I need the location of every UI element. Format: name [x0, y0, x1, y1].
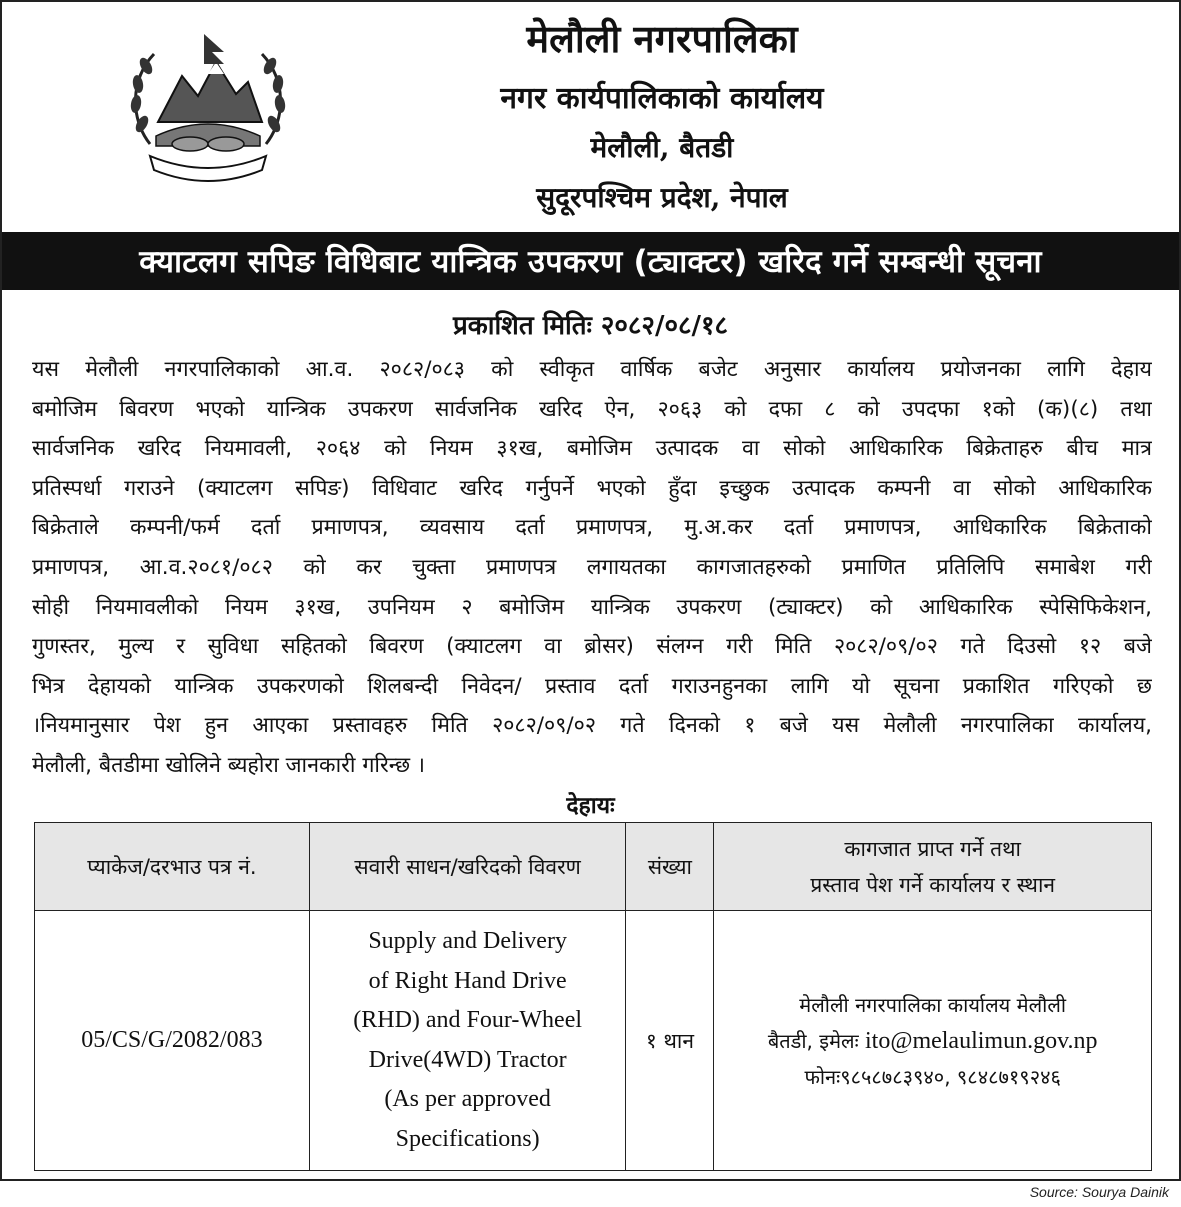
procurement-table [34, 822, 1152, 1171]
cell-description [309, 911, 626, 1171]
office-phone: फोनः९८५८७८३९४०, ९८४८७१९२४६ [804, 1064, 1061, 1089]
body-line: प्रमाणपत्र, आ.व.२०८१/०८२ को कर चुक्ता प्रमाणपत्र लगायतका कागजातहरुको प्रमाणित प्रतिलिपि समाबेश गरी [32, 554, 1152, 580]
header-office [714, 823, 1152, 911]
cell-office [714, 911, 1152, 1171]
schedule-heading: देहायः [566, 793, 615, 819]
cell-quantity: १ थान [626, 911, 714, 1171]
header-description: सवारी साधन/खरिदको विवरण [309, 823, 626, 911]
notice-title-bar [2, 232, 1179, 290]
table-header-row [35, 823, 1152, 911]
body-line: यस मेलौली नगरपालिकाको आ.व. २०८२/०८३ को स्वीकृत वार्षिक बजेट अनुसार कार्यालय प्रयोजनका लागि देहाय [32, 357, 1152, 382]
body-line: भित्र देहायको यान्त्रिक उपकरणको शिलबन्दी निवेदन/ प्रस्ताव दर्ता गराउनहुनका लागि यो सूचना प्रकाशित गरिएको छ [32, 673, 1152, 699]
province-country: सुदूरपश्चिम प्रदेश, नेपाल [536, 181, 788, 214]
body-line: सार्वजनिक खरिद नियमावली, २०६४ को नियम ३१ख, बमोजिम उत्पादक वा सोको आधिकारिक बिक्रेताहरु बीच मात्र [32, 436, 1152, 462]
body-line: गुणस्तर, मुल्य र सुविधा सहितको बिवरण (क्याटलग वा ब्रोसर) संलग्न गरी मिति २०८२/०९/०२ गते दिउसो १२ बजे [32, 634, 1152, 660]
description-line: of Right Hand Drive [368, 967, 567, 994]
body-line: ।नियमानुसार पेश हुन आएका प्रस्तावहरु मिति २०८२/०९/०२ गते दिनको १ बजे यस मेलौली नगरपालिका कार्यालय, [32, 713, 1152, 739]
header-quantity: संख्या [626, 823, 714, 911]
office-name: नगर कार्यपालिकाको कार्यालय [500, 81, 824, 116]
office-email: ito@melaulimun.gov.np [865, 1027, 1098, 1054]
published-date: प्रकाशित मितिः २०८२/०८/१८ [452, 311, 729, 341]
description-line: Specifications) [395, 1125, 540, 1152]
header-office-line: प्रस्ताव पेश गर्ने कार्यालय र स्थान [810, 872, 1056, 897]
body-line: मेलौली, बैतडीमा खोलिने ब्यहोरा जानकारी गरिन्छ । [32, 752, 426, 778]
notice-title: क्याटलग सपिङ विधिबाट यान्त्रिक उपकरण (ट्याक्टर) खरिद गर्ने सम्बन्धी सूचना [139, 244, 1042, 280]
description-line: (As per approved [384, 1086, 551, 1112]
office-line: मेलौली नगरपालिका कार्यालय मेलौली [799, 992, 1067, 1017]
municipality-name: मेलौली नगरपालिका [526, 16, 798, 61]
source-credit: Source: Sourya Dainik [1029, 1184, 1169, 1200]
body-line: सोही नियमावलीको नियम ३१ख, उपनियम २ बमोजिम यान्त्रिक उपकरण (ट्याक्टर) को आधिकारिक स्पेसिफिकेशन, [32, 594, 1152, 620]
description-line: Supply and Delivery [368, 928, 567, 954]
notice-header [2, 2, 1179, 230]
body-line: बमोजिम बिवरण भएको यान्त्रिक उपकरण सार्वजनिक खरिद ऐन, २०६३ को दफा ८ को उपदफा १को (क)(८) तथा [32, 396, 1152, 422]
cell-package-no: 05/CS/G/2082/083 [35, 911, 310, 1171]
description-line: Drive(4WD) Tractor [368, 1046, 567, 1073]
office-email-line [714, 1023, 1151, 1059]
body-line: प्रतिस्पर्धा गराउने (क्याटलग सपिङ) विधिवाट खरिद गर्नुपर्ने भएको हुँदा इच्छुक उत्पादक कम्पनी वा सोको आधिकारिक [32, 475, 1152, 501]
table-row [35, 911, 1152, 1171]
body-line: बिक्रेताले कम्पनी/फर्म दर्ता प्रमाणपत्र, व्यवसाय दर्ता प्रमाणपत्र, मु.अ.कर दर्ता प्रमाणपत्र, आधिकारिक बिक्रेताको [32, 515, 1152, 541]
header-office-line: कागजात प्राप्त गर्ने तथा [844, 836, 1021, 861]
header-package-no: प्याकेज/दरभाउ पत्र नं. [35, 823, 310, 911]
description-line: (RHD) and Four-Wheel [353, 1007, 583, 1033]
notice-body [32, 350, 1152, 786]
office-email-prefix: बैतडी, इमेलः [767, 1028, 865, 1053]
office-location: मेलौली, बैतडी [590, 131, 734, 164]
